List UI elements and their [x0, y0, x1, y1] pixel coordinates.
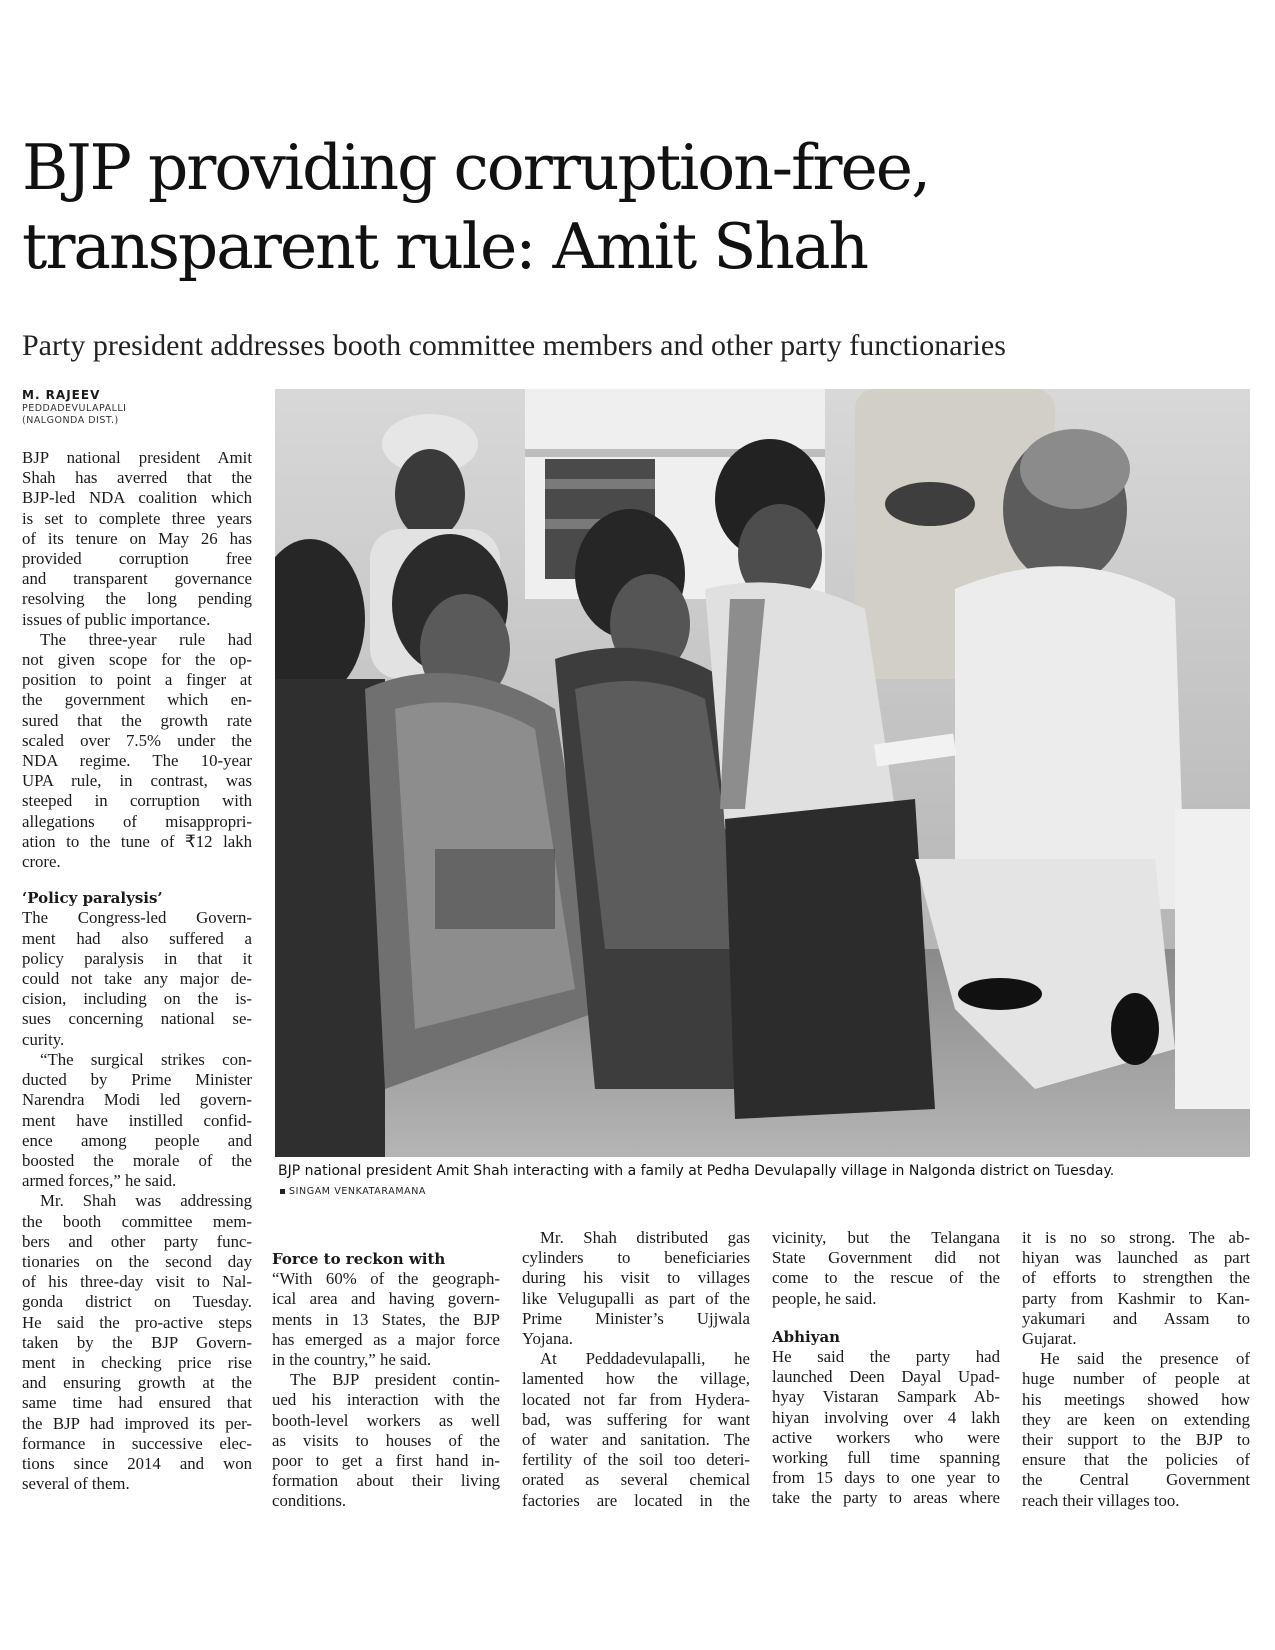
- text-line: several of them.: [22, 1474, 130, 1494]
- text-line: people, he said.: [772, 1288, 877, 1308]
- byline: [22, 388, 252, 427]
- photo-credit: [280, 1186, 426, 1197]
- text-line: ment had also suffered a: [22, 928, 252, 948]
- text-line: BJP national president Amit: [22, 448, 252, 467]
- text-line: not given scope for the op-: [22, 650, 252, 670]
- news-photo: [275, 389, 1250, 1157]
- text-line: poor to get a first hand in-: [272, 1451, 500, 1471]
- text-line: gonda district on Tuesday.: [22, 1292, 252, 1312]
- text-line: The Congress-led Govern-: [22, 908, 252, 928]
- paragraph: [1022, 1228, 1250, 1349]
- paragraph: [522, 1349, 750, 1511]
- byline-place: PEDDADEVULAPALLI: [22, 403, 127, 414]
- article-column-2: [272, 1249, 500, 1512]
- paragraph: [22, 630, 252, 872]
- text-line: allegations of misappropri-: [22, 811, 252, 831]
- headline-line-1: BJP providing corruption-free,: [22, 131, 930, 204]
- text-line: boosted the morale of the: [22, 1150, 252, 1170]
- text-line: He said the party had: [772, 1347, 1000, 1367]
- paragraph: [772, 1228, 1000, 1309]
- text-line: in the country,” he said.: [272, 1350, 432, 1370]
- paragraph: [522, 1228, 750, 1349]
- text-line: launched Deen Dayal Upad-: [772, 1367, 1000, 1387]
- text-line: cision, including on the is-: [22, 989, 252, 1009]
- text-line: At Peddadevulapalli, he: [540, 1349, 750, 1369]
- section-heading: ‘Policy paralysis’: [22, 889, 163, 908]
- text-line: from 15 days to one year to: [772, 1468, 1000, 1488]
- text-line: The BJP president contin-: [290, 1370, 500, 1390]
- text-line: formation about their living: [272, 1471, 500, 1491]
- paragraph: [22, 908, 252, 1049]
- text-line: issues of public importance.: [22, 609, 211, 629]
- text-line: like Velugupalli as part of the: [522, 1288, 750, 1308]
- paragraph: [272, 1370, 500, 1511]
- text-line: and ensuring growth at the: [22, 1373, 252, 1393]
- paragraph: [272, 1269, 500, 1370]
- article-column-5: [1022, 1228, 1250, 1511]
- text-line: same time had ensured that: [22, 1393, 252, 1413]
- text-line: his meetings showed how: [1022, 1389, 1250, 1409]
- text-line: “The surgical strikes con-: [40, 1049, 252, 1069]
- text-line: Gujarat.: [1022, 1329, 1077, 1349]
- text-line: crore.: [22, 852, 61, 872]
- text-line: of water and sanitation. The: [522, 1430, 750, 1450]
- headline-line-2: transparent rule: Amit Shah: [22, 210, 868, 283]
- text-line: “With 60% of the geograph-: [272, 1269, 500, 1289]
- text-line: located not far from Hydera-: [522, 1389, 750, 1409]
- text-line: The three-year rule had: [40, 629, 252, 649]
- text-line: He said the presence of: [1040, 1349, 1250, 1369]
- text-line: ment have instilled confid-: [22, 1110, 252, 1130]
- text-line: ation to the tune of ₹12 lakh: [22, 831, 252, 851]
- text-line: during his visit to villages: [522, 1268, 750, 1288]
- text-line: the Central Government: [1022, 1470, 1250, 1490]
- headline: [22, 128, 1252, 286]
- text-line: has emerged as a major force: [272, 1329, 500, 1349]
- text-line: as visits to houses of the: [272, 1430, 500, 1450]
- paragraph: [1022, 1349, 1250, 1511]
- text-line: vicinity, but the Telangana: [772, 1228, 1000, 1247]
- text-line: curity.: [22, 1029, 65, 1049]
- text-line: it is no so strong. The ab-: [1022, 1228, 1250, 1247]
- text-line: sured that the growth rate: [22, 710, 252, 730]
- paragraph: [22, 448, 252, 630]
- article-column-3: [522, 1228, 750, 1511]
- text-line: bers and other party func-: [22, 1231, 252, 1251]
- text-line: NDA regime. The 10-year: [22, 751, 252, 771]
- text-line: Shah has averred that the: [22, 468, 252, 488]
- text-line: hiyan involving over 4 lakh: [772, 1407, 1000, 1427]
- text-line: and transparent governance: [22, 569, 252, 589]
- text-line: the government which en-: [22, 690, 252, 710]
- byline-author: M. RAJEEV: [22, 388, 101, 402]
- text-line: tions since 2014 and won: [22, 1453, 252, 1473]
- text-line: could not take any major de-: [22, 969, 252, 989]
- text-line: Mr. Shah distributed gas: [540, 1228, 750, 1247]
- section-heading: Force to reckon with: [272, 1250, 446, 1268]
- bullet-square-icon: [280, 1189, 285, 1194]
- text-line: party from Kashmir to Kan-: [1022, 1288, 1250, 1308]
- text-line: of his three-day visit to Nal-: [22, 1272, 252, 1292]
- text-line: come to the rescue of the: [772, 1268, 1000, 1288]
- text-line: State Government did not: [772, 1248, 1000, 1268]
- byline-district: (NALGONDA DIST.): [22, 415, 119, 426]
- text-line: active workers who were: [772, 1427, 1000, 1447]
- text-line: armed forces,” he said.: [22, 1171, 177, 1191]
- text-line: bad, was suffering for want: [522, 1409, 750, 1429]
- text-line: ensure that the policies of: [1022, 1450, 1250, 1470]
- photo-credit-text: SINGAM VENKATARAMANA: [289, 1186, 427, 1197]
- text-line: BJP-led NDA coalition which: [22, 488, 252, 508]
- text-line: their support to the BJP to: [1022, 1430, 1250, 1450]
- text-line: of its tenure on May 26 has: [22, 528, 252, 548]
- text-line: fertility of the soil too deteri-: [522, 1450, 750, 1470]
- text-line: scaled over 7.5% under the: [22, 730, 252, 750]
- text-line: huge number of people at: [1022, 1369, 1250, 1389]
- text-line: cylinders to beneficiaries: [522, 1248, 750, 1268]
- text-line: Mr. Shah was addressing: [40, 1191, 252, 1211]
- text-line: ence among people and: [22, 1130, 252, 1150]
- text-line: is set to complete three years: [22, 508, 252, 528]
- text-line: steeped in corruption with: [22, 791, 252, 811]
- text-line: of efforts to strengthen the: [1022, 1268, 1250, 1288]
- text-line: working full time spanning: [772, 1448, 1000, 1468]
- text-line: policy paralysis in that it: [22, 948, 252, 968]
- article-column-1: [22, 448, 252, 1494]
- text-line: tionaries on the second day: [22, 1251, 252, 1271]
- section-heading: Abhiyan: [772, 1327, 841, 1346]
- text-line: hyay Vistaran Sampark Ab-: [772, 1387, 1000, 1407]
- text-line: position to point a finger at: [22, 670, 252, 690]
- paragraph: [22, 1050, 252, 1191]
- paragraph: [772, 1347, 1000, 1509]
- text-line: reach their villages too.: [1022, 1490, 1180, 1510]
- photo-illustration: [275, 389, 1250, 1157]
- text-line: they are keen on extending: [1022, 1409, 1250, 1429]
- text-line: resolving the long pending: [22, 589, 252, 609]
- subheadline: Party president addresses booth committee members and other party functionaries: [22, 329, 1006, 362]
- text-line: orated as several chemical: [522, 1470, 750, 1490]
- text-line: ment in checking price rise: [22, 1352, 252, 1372]
- text-line: booth-level workers as well: [272, 1410, 500, 1430]
- photo-caption: BJP national president Amit Shah interacting with a family at Pedha Devulapally village in Nalgonda district on Tuesday.: [278, 1163, 1115, 1179]
- text-line: lamented how the village,: [522, 1369, 750, 1389]
- text-line: yakumari and Assam to: [1022, 1308, 1250, 1328]
- text-line: factories are located in the: [522, 1490, 750, 1510]
- text-line: He said the pro-active steps: [22, 1312, 252, 1332]
- text-line: conditions.: [272, 1491, 347, 1511]
- article-column-4: [772, 1228, 1000, 1509]
- text-line: hiyan was launched as part: [1022, 1248, 1250, 1268]
- text-line: formance in successive elec-: [22, 1433, 252, 1453]
- text-line: provided corruption free: [22, 549, 252, 569]
- text-line: take the party to areas where: [772, 1488, 1000, 1508]
- text-line: taken by the BJP Govern-: [22, 1332, 252, 1352]
- text-line: ments in 13 States, the BJP: [272, 1309, 500, 1329]
- text-line: Prime Minister’s Ujjwala: [522, 1308, 750, 1328]
- text-line: Narendra Modi led govern-: [22, 1090, 252, 1110]
- text-line: ical area and having govern-: [272, 1289, 500, 1309]
- text-line: UPA rule, in contrast, was: [22, 771, 252, 791]
- text-line: the booth committee mem-: [22, 1211, 252, 1231]
- text-line: sues concerning national se-: [22, 1009, 252, 1029]
- text-line: Yojana.: [522, 1329, 573, 1349]
- text-line: ducted by Prime Minister: [22, 1070, 252, 1090]
- text-line: ued his interaction with the: [272, 1390, 500, 1410]
- paragraph: [22, 1191, 252, 1494]
- text-line: the BJP had improved its per-: [22, 1413, 252, 1433]
